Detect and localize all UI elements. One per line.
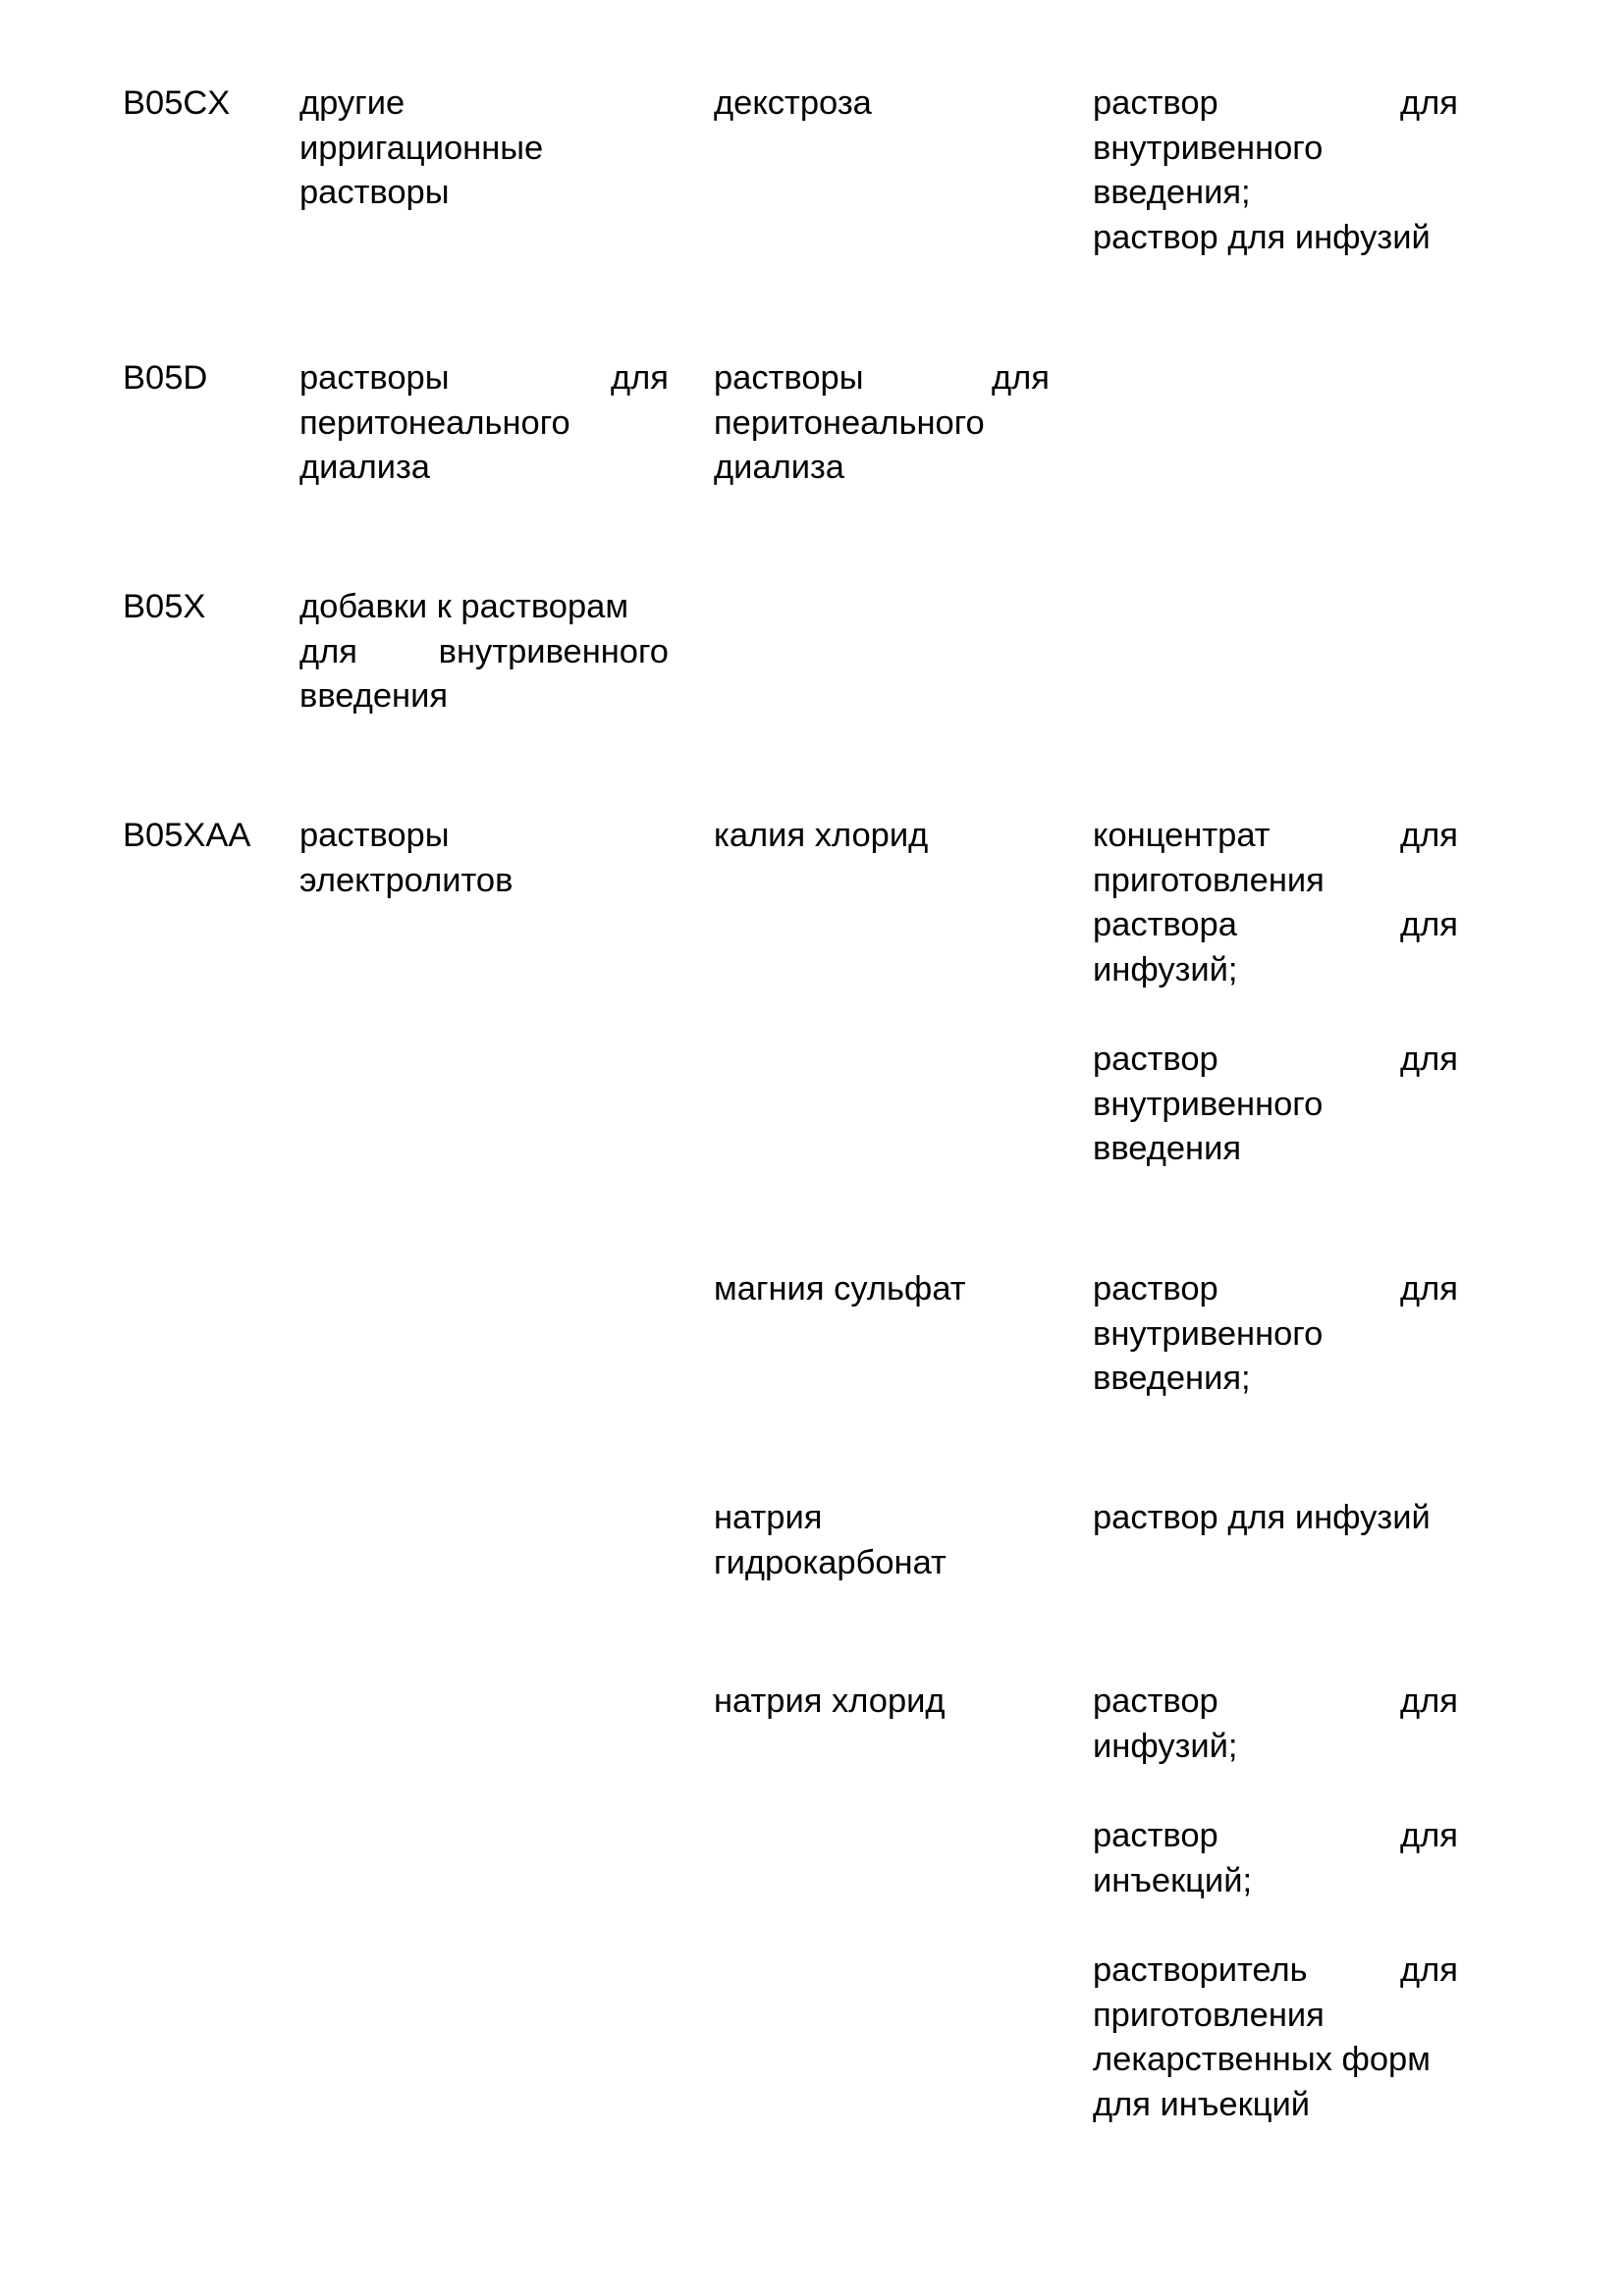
- form-line: лекарственных форм: [1093, 2041, 1431, 2079]
- drug-line: перитонеального: [714, 403, 985, 442]
- form-line: внутривенного: [1093, 1314, 1324, 1353]
- form-line: инфузий;: [1093, 950, 1238, 988]
- group-name: [299, 585, 669, 720]
- form-line: внутривенного: [1093, 129, 1324, 167]
- group-line: ирригационные: [299, 129, 544, 167]
- drug-name: [714, 81, 1050, 127]
- atc-code: B05XAA: [123, 817, 251, 854]
- drug-line: диализа: [714, 449, 844, 487]
- drug-line: магния сульфат: [714, 1270, 966, 1308]
- drug-line: натрия хлорид: [714, 1682, 946, 1720]
- form-line: раствора для: [1093, 906, 1458, 944]
- form-line: приготовления: [1093, 861, 1325, 899]
- dosage-form: [1093, 1496, 1458, 1541]
- group-name: [299, 814, 669, 903]
- group-line: растворы: [299, 817, 450, 854]
- form-line: инъекций;: [1093, 1861, 1253, 1899]
- form-line: приготовления: [1093, 1996, 1325, 2034]
- form-line: раствор для: [1093, 1817, 1458, 1854]
- drug-line: декстроза: [714, 84, 872, 122]
- dosage-form: [1093, 814, 1458, 992]
- group-line: растворы для: [299, 359, 669, 397]
- form-line: раствор для инфузий: [1093, 1499, 1431, 1536]
- group-line: другие: [299, 84, 406, 122]
- atc-code: B05X: [123, 588, 206, 625]
- dosage-form: [1093, 1680, 1458, 1769]
- drug-name: [714, 814, 1050, 859]
- form-line: раствор для: [1093, 1270, 1458, 1308]
- drug-line: растворы для: [714, 359, 1050, 397]
- dosage-form: [1093, 1949, 1458, 2127]
- group-line: для внутривенного: [299, 632, 669, 670]
- form-line: раствор для: [1093, 1682, 1458, 1720]
- dosage-form: [1093, 1038, 1458, 1172]
- drug-line: калия хлорид: [714, 817, 929, 854]
- group-line: диализа: [299, 449, 430, 487]
- form-line: введения: [1093, 1130, 1242, 1168]
- drug-line: натрия: [714, 1499, 823, 1536]
- group-line: добавки к растворам: [299, 588, 629, 625]
- form-line: раствор для: [1093, 84, 1458, 122]
- drug-line: гидрокарбонат: [714, 1543, 947, 1581]
- form-line: введения;: [1093, 1360, 1251, 1398]
- dosage-form: [1093, 1814, 1458, 1903]
- drug-name: [714, 1680, 1050, 1725]
- atc-code: B05D: [123, 359, 208, 397]
- form-line: концентрат для: [1093, 817, 1458, 854]
- group-line: перитонеального: [299, 403, 570, 442]
- atc-code: B05CX: [123, 84, 231, 122]
- group-name: [299, 81, 669, 216]
- drug-name: [714, 1496, 1050, 1585]
- form-line: раствор для инфузий: [1093, 218, 1431, 256]
- form-line: введения;: [1093, 174, 1251, 212]
- drug-name: [714, 1267, 1050, 1312]
- form-line: инфузий;: [1093, 1727, 1238, 1765]
- drug-name: [714, 356, 1050, 491]
- group-line: растворы: [299, 174, 450, 212]
- dosage-form: [1093, 1267, 1458, 1402]
- form-line: внутривенного: [1093, 1085, 1324, 1123]
- form-line: растворитель для: [1093, 1951, 1458, 1989]
- group-name: [299, 356, 669, 491]
- group-line: электролитов: [299, 861, 514, 899]
- form-line: раствор для: [1093, 1041, 1458, 1078]
- dosage-form: [1093, 81, 1458, 260]
- form-line: для инъекций: [1093, 2085, 1310, 2123]
- group-line: введения: [299, 677, 449, 716]
